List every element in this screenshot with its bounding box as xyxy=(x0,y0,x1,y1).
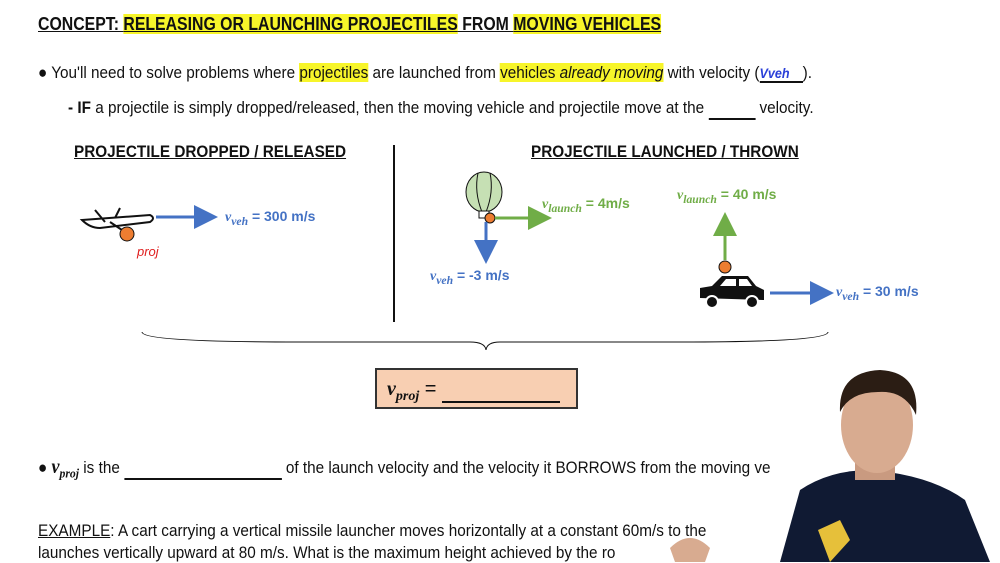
heading-dropped: PROJECTILE DROPPED / RELEASED xyxy=(74,142,347,161)
label-vveh-balloon: $v_{veh} = -3$ m/s xyxy=(430,267,510,287)
example-line-2: launches vertically upward at 80 m/s. What is the maximum height achieved by the ro xyxy=(38,543,616,562)
projectile-dot xyxy=(485,213,495,223)
projectile-dot xyxy=(120,227,134,241)
example-line-1: EXAMPLE: A cart carrying a vertical missile launcher moves horizontally at a constant 60m/s to the xyxy=(38,521,707,540)
bullet-vproj: ● $v_{proj}$ is the of the launch velocity and the velocity it BORROWS from the moving ve xyxy=(38,456,771,481)
sub-bullet-if: - IF a projectile is simply dropped/released, then the moving vehicle and projectile move at the velocity. xyxy=(68,98,814,120)
curly-brace xyxy=(142,332,828,350)
projectile-dot xyxy=(719,261,731,273)
heading-launched: PROJECTILE LAUNCHED / THROWN xyxy=(531,142,799,161)
handwritten-vveh: Vveh xyxy=(759,65,802,83)
car-icon xyxy=(700,276,764,308)
label-vveh-car: $v_{veh} = 30$ m/s xyxy=(836,283,919,303)
airplane-icon xyxy=(82,208,153,232)
page-title: CONCEPT: RELEASING OR LAUNCHING PROJECTILES FROM MOVING VEHICLES xyxy=(38,14,662,34)
bullet-intro: ● You'll need to solve problems where projectiles are launched from vehicles already moving with velocity (Vveh ). xyxy=(38,63,812,82)
handwritten-proj: proj xyxy=(137,244,159,259)
vproj-box: $v_{proj}$ = xyxy=(375,368,578,409)
balloon-icon xyxy=(466,172,502,218)
label-vlaunch-car: $v_{launch} = 40$ m/s xyxy=(677,186,777,206)
label-vveh-plane: $v_{veh} = 300$ m/s xyxy=(225,208,316,228)
label-vlaunch-balloon: $v_{launch} = 4m/s$ xyxy=(542,195,630,215)
